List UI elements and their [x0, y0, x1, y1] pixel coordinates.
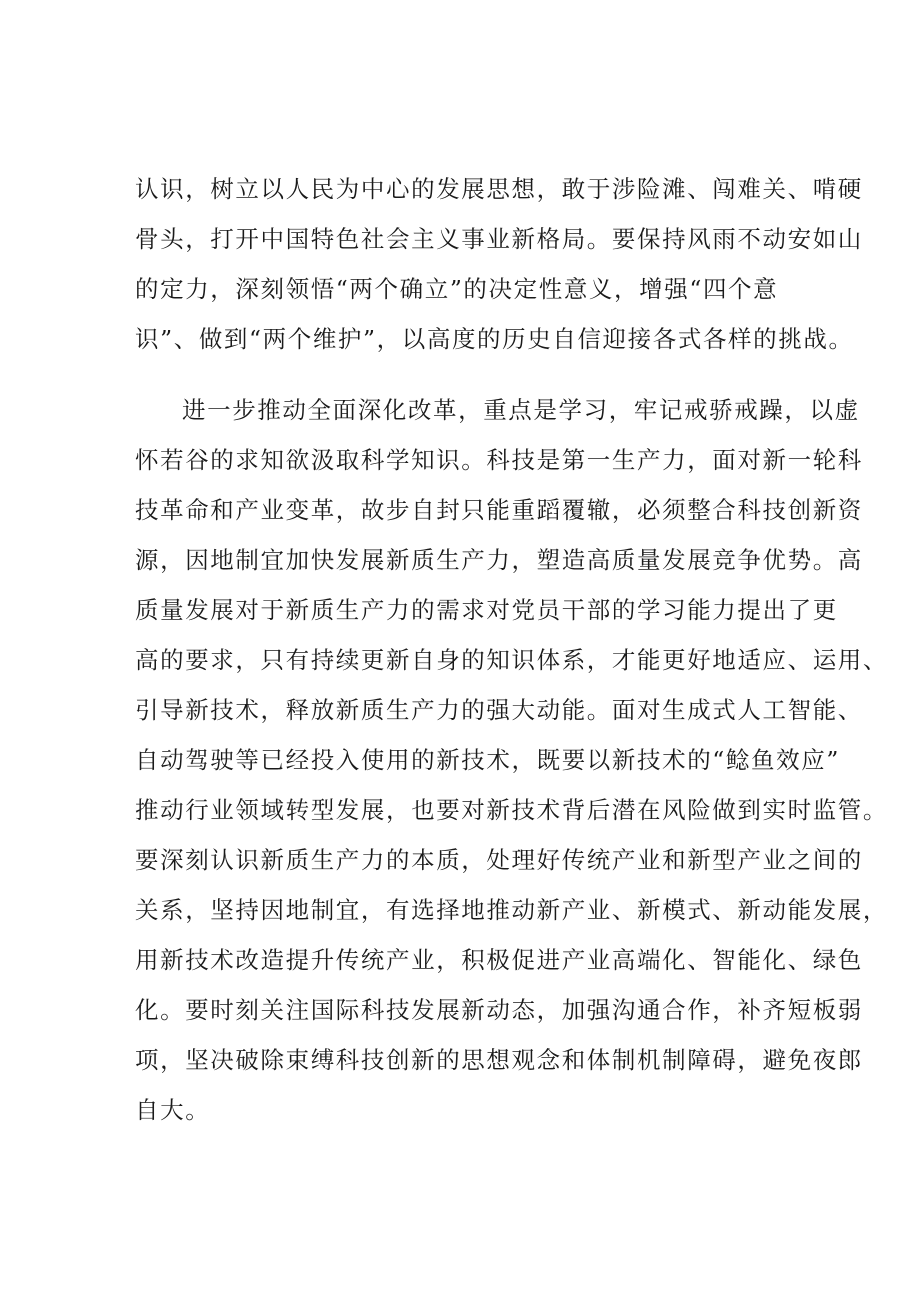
- paragraph-line: 引导新技术，释放新质生产力的强大动能。面对生成式人工智能、: [135, 696, 863, 724]
- paragraph-line: 的定力，深刻领悟“两个确立”的决定性意义，增强“四个意: [135, 275, 779, 303]
- paragraph-line: 用新技术改造提升传统产业，积极促进产业高端化、智能化、绿色: [135, 946, 863, 974]
- paragraph-1: [135, 164, 863, 364]
- paragraph-line: 技革命和产业变革，故步自封只能重蹈覆辙，必须整合科技创新资: [135, 496, 863, 524]
- paragraph-line: 项，坚决破除束缚科技创新的思想观念和体制机制障碍，避免夜郎: [135, 1046, 863, 1074]
- document-body: [135, 164, 888, 1135]
- paragraph-line: 要深刻认识新质生产力的本质，处理好传统产业和新型产业之间的: [135, 846, 863, 874]
- paragraph-line: 化。要时刻关注国际科技发展新动态，加强沟通合作，补齐短板弱: [135, 996, 863, 1024]
- paragraph-2: [135, 385, 888, 1135]
- paragraph-line: 认识，树立以人民为中心的发展思想，敢于涉险滩、闯难关、啃硬: [135, 175, 863, 203]
- paragraph-line: 骨头，打开中国特色社会主义事业新格局。要保持风雨不动安如山: [135, 225, 863, 253]
- paragraph-line: 识”、做到“两个维护”，以高度的历史自信迎接各式各样的挑战。: [135, 325, 854, 353]
- paragraph-line: 关系，坚持因地制宜，有选择地推动新产业、新模式、新动能发展，: [135, 896, 888, 924]
- paragraph-line: 质量发展对于新质生产力的需求对党员干部的学习能力提出了更: [135, 596, 838, 624]
- paragraph-line: 高的要求，只有持续更新自身的知识体系，才能更好地适应、运用、: [135, 646, 888, 674]
- paragraph-spacer: [135, 364, 815, 385]
- paragraph-line: 自动驾驶等已经投入使用的新技术，既要以新技术的“鲶鱼效应”: [135, 746, 840, 774]
- paragraph-line: 怀若谷的求知欲汲取科学知识。科技是第一生产力，面对新一轮科: [135, 446, 863, 474]
- paragraph-line: 自大。: [135, 1096, 211, 1124]
- paragraph-line: 推动行业领域转型发展，也要对新技术背后潜在风险做到实时监管。: [135, 796, 888, 824]
- paragraph-line: 进一步推动全面深化改革，重点是学习，牢记戒骄戒躁，以虚: [182, 396, 860, 424]
- paragraph-line: 源，因地制宜加快发展新质生产力，塑造高质量发展竞争优势。高: [135, 546, 863, 574]
